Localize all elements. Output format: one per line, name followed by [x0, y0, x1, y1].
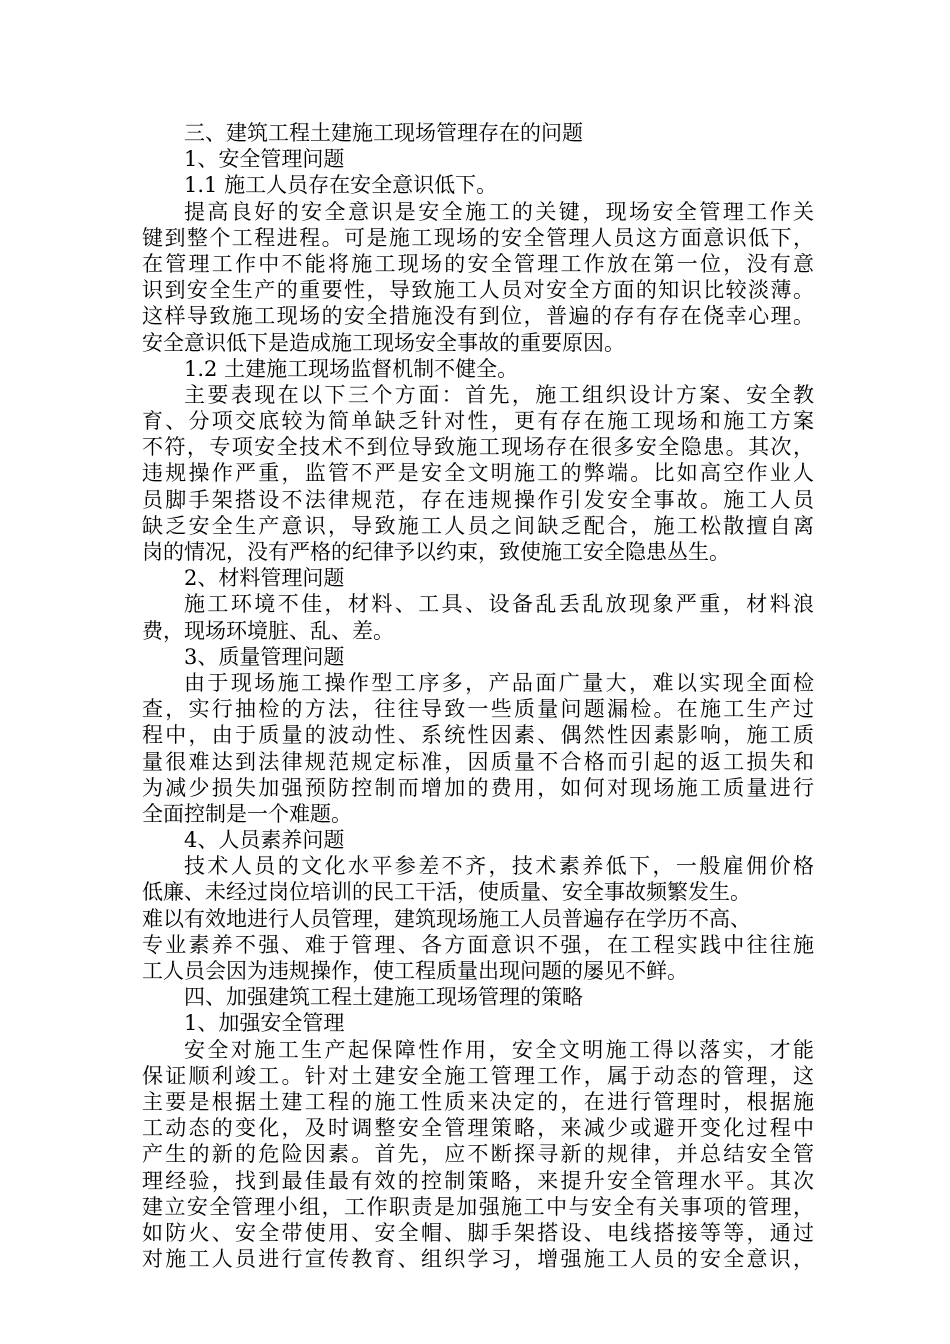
subsection-heading: 2、材料管理问题: [184, 566, 345, 591]
paragraph-line: 在管理工作中不能将施工现场的安全管理工作放在第一位，没有意: [142, 251, 814, 276]
section-heading: 三、建筑工程土建施工现场管理存在的问题: [184, 121, 583, 145]
paragraph-line: 不符，专项安全技术不到位导致施工现场存在很多安全隐患。其次，: [142, 435, 814, 460]
paragraph-line: 安全意识低下是造成施工现场安全事故的重要原因。: [142, 330, 625, 355]
paragraph-line: 费，现场环境脏、乱、差。: [142, 618, 394, 643]
paragraph-line: 这样导致施工现场的安全措施没有到位，普遍的存有存在侥幸心理。: [142, 304, 814, 329]
subsubsection-heading: 1.1 施工人员存在安全意识低下。: [184, 173, 498, 198]
paragraph-line: 产生的新的危险因素。首先，应不断探寻新的规律，并总结安全管: [142, 1142, 814, 1167]
paragraph-line: 工动态的变化，及时调整安全管理策略，来减少或避开变化过程中: [142, 1116, 814, 1141]
subsection-heading: 1、安全管理问题: [184, 147, 345, 172]
section-heading: 四、加强建筑工程土建施工现场管理的策略: [184, 985, 583, 1010]
subsubsection-heading: 1.2 土建施工现场监督机制不健全。: [184, 356, 519, 381]
paragraph-line: 全面控制是一个难题。: [142, 801, 352, 826]
paragraph-line: 程中，由于质量的波动性、系统性因素、偶然性因素影响，施工质: [142, 723, 814, 748]
paragraph-line: 难以有效地进行人员管理，建筑现场施工人员普遍存在学历不高、: [142, 906, 751, 931]
paragraph-line: 识到安全生产的重要性，导致施工人员对安全方面的知识比较淡薄。: [142, 278, 814, 303]
paragraph-line: 键到整个工程进程。可是施工现场的安全管理人员这方面意识低下，: [142, 225, 814, 250]
paragraph-line: 专业素养不强、难于管理、各方面意识不强，在工程实践中往往施: [142, 932, 814, 957]
paragraph-line: 工人员会因为违规操作，使工程质量出现问题的屡见不鲜。: [142, 959, 688, 983]
document-body: [142, 120, 814, 1272]
paragraph-line: 违规操作严重，监管不严是安全文明施工的弊端。比如高空作业人: [142, 461, 814, 486]
paragraph-line: 主要是根据土建工程的施工性质来决定的，在进行管理时，根据施: [142, 1089, 814, 1114]
paragraph-line: 育、分项交底较为简单缺乏针对性，更有存在施工现场和施工方案: [142, 409, 814, 434]
paragraph-line: 岗的情况，没有严格的纪律予以约束，致使施工安全隐患丛生。: [142, 540, 730, 564]
paragraph-line: 低廉、未经过岗位培训的民工干活，使质量、安全事故频繁发生。: [142, 880, 751, 905]
subsection-heading: 4、人员素养问题: [184, 828, 345, 853]
paragraph-line: 技术人员的文化水平参差不齐，技术素养低下，一般雇佣价格: [184, 854, 814, 879]
paragraph-line: 由于现场施工操作型工序多，产品面广量大，难以实现全面检: [184, 670, 814, 695]
paragraph-line: 建立安全管理小组，工作职责是加强施工中与安全有关事项的管理，: [142, 1194, 814, 1219]
paragraph-line: 施工环境不佳，材料、工具、设备乱丢乱放现象严重，材料浪: [184, 592, 814, 617]
paragraph-line: 为减少损失加强预防控制而增加的费用，如何对现场施工质量进行: [142, 775, 814, 800]
paragraph-line: 对施工人员进行宣传教育、组织学习，增强施工人员的安全意识，: [142, 1247, 814, 1272]
paragraph-line: 缺乏安全生产意识，导致施工人员之间缺乏配合，施工松散擅自离: [142, 513, 814, 538]
paragraph-line: 保证顺利竣工。针对土建安全施工管理工作，属于动态的管理，这: [142, 1063, 814, 1088]
paragraph-line: 主要表现在以下三个方面：首先，施工组织设计方案、安全教: [184, 382, 814, 407]
paragraph-line: 员脚手架搭设不法律规范，存在违规操作引发安全事故。施工人员: [142, 487, 814, 512]
paragraph-line: 如防火、安全带使用、安全帽、脚手架搭设、电线搭接等等，通过: [142, 1220, 814, 1245]
paragraph-line: 理经验，找到最佳最有效的控制策略，来提升安全管理水平。其次: [142, 1168, 814, 1193]
paragraph-line: 量很难达到法律规范规定标准，因质量不合格而引起的返工损失和: [142, 749, 814, 774]
subsection-heading: 3、质量管理问题: [184, 644, 345, 669]
paragraph-line: 查，实行抽检的方法，往往导致一些质量问题漏检。在施工生产过: [142, 697, 814, 722]
paragraph-line: 提高良好的安全意识是安全施工的关键，现场安全管理工作关: [184, 199, 814, 224]
subsection-heading: 1、加强安全管理: [184, 1011, 345, 1036]
paragraph-line: 安全对施工生产起保障性作用，安全文明施工得以落实，才能: [184, 1037, 814, 1062]
